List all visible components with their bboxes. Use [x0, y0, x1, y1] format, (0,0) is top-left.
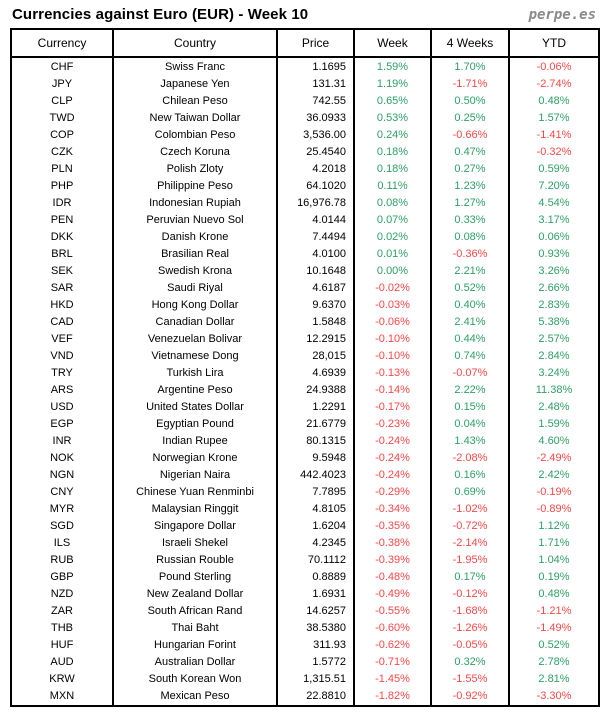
table-row [11, 144, 599, 161]
week-change-cell: 0.65% [354, 93, 431, 110]
table-header-row [11, 29, 599, 57]
country-cell: Egyptian Pound [113, 416, 277, 433]
table-row [11, 212, 599, 229]
price-cell: 4.2345 [277, 535, 354, 552]
price-cell: 16,976.78 [277, 195, 354, 212]
country-cell: Indonesian Rupiah [113, 195, 277, 212]
currency-code-cell: PLN [11, 161, 113, 178]
column-header: YTD [509, 29, 599, 57]
country-cell: Peruvian Nuevo Sol [113, 212, 277, 229]
column-header: Country [113, 29, 277, 57]
table-row [11, 195, 599, 212]
price-cell: 4.6939 [277, 365, 354, 382]
four-weeks-change-cell: -0.92% [431, 688, 509, 706]
table-row [11, 263, 599, 280]
week-change-cell: 0.01% [354, 246, 431, 263]
four-weeks-change-cell: 1.43% [431, 433, 509, 450]
currency-code-cell: CNY [11, 484, 113, 501]
price-cell: 21.6779 [277, 416, 354, 433]
ytd-change-cell: -1.21% [509, 603, 599, 620]
ytd-change-cell: 1.04% [509, 552, 599, 569]
currency-code-cell: IDR [11, 195, 113, 212]
four-weeks-change-cell: -0.12% [431, 586, 509, 603]
country-cell: Chinese Yuan Renminbi [113, 484, 277, 501]
country-cell: Hungarian Forint [113, 637, 277, 654]
week-change-cell: -1.82% [354, 688, 431, 706]
page-title: Currencies against Euro (EUR) - Week 10 [12, 6, 309, 23]
ytd-change-cell: 5.38% [509, 314, 599, 331]
ytd-change-cell: 0.06% [509, 229, 599, 246]
country-cell: Swedish Krona [113, 263, 277, 280]
week-change-cell: 0.07% [354, 212, 431, 229]
column-header: 4 Weeks [431, 29, 509, 57]
currency-code-cell: INR [11, 433, 113, 450]
four-weeks-change-cell: -1.02% [431, 501, 509, 518]
currency-code-cell: SGD [11, 518, 113, 535]
week-change-cell: 0.02% [354, 229, 431, 246]
country-cell: Hong Kong Dollar [113, 297, 277, 314]
ytd-change-cell: 3.26% [509, 263, 599, 280]
table-row [11, 93, 599, 110]
week-change-cell: -0.24% [354, 433, 431, 450]
currency-code-cell: GBP [11, 569, 113, 586]
currency-code-cell: DKK [11, 229, 113, 246]
country-cell: Brasilian Real [113, 246, 277, 263]
ytd-change-cell: 0.59% [509, 161, 599, 178]
week-change-cell: -0.48% [354, 569, 431, 586]
table-row [11, 501, 599, 518]
week-change-cell: -0.23% [354, 416, 431, 433]
country-cell: Malaysian Ringgit [113, 501, 277, 518]
week-change-cell: -0.02% [354, 280, 431, 297]
ytd-change-cell: -2.74% [509, 76, 599, 93]
table-row [11, 518, 599, 535]
currency-code-cell: CLP [11, 93, 113, 110]
currency-code-cell: NOK [11, 450, 113, 467]
column-header: Week [354, 29, 431, 57]
table-row [11, 569, 599, 586]
price-cell: 4.0144 [277, 212, 354, 229]
ytd-change-cell: -0.19% [509, 484, 599, 501]
ytd-change-cell: -2.49% [509, 450, 599, 467]
week-change-cell: 0.18% [354, 161, 431, 178]
week-change-cell: 1.19% [354, 76, 431, 93]
country-cell: Polish Zloty [113, 161, 277, 178]
four-weeks-change-cell: 0.08% [431, 229, 509, 246]
currency-code-cell: ZAR [11, 603, 113, 620]
week-change-cell: 0.24% [354, 127, 431, 144]
ytd-change-cell: 2.66% [509, 280, 599, 297]
country-cell: Singapore Dollar [113, 518, 277, 535]
site-watermark: perpe.es [528, 7, 596, 23]
country-cell: South African Rand [113, 603, 277, 620]
price-cell: 742.55 [277, 93, 354, 110]
price-cell: 311.93 [277, 637, 354, 654]
price-cell: 4.8105 [277, 501, 354, 518]
country-cell: Israeli Shekel [113, 535, 277, 552]
country-cell: Indian Rupee [113, 433, 277, 450]
price-cell: 10.1648 [277, 263, 354, 280]
currency-code-cell: SAR [11, 280, 113, 297]
ytd-change-cell: 4.54% [509, 195, 599, 212]
week-change-cell: -0.24% [354, 467, 431, 484]
currency-code-cell: EGP [11, 416, 113, 433]
currency-code-cell: MYR [11, 501, 113, 518]
ytd-change-cell: 2.83% [509, 297, 599, 314]
week-change-cell: -0.29% [354, 484, 431, 501]
table-row [11, 110, 599, 127]
four-weeks-change-cell: 1.27% [431, 195, 509, 212]
currency-table [10, 28, 600, 707]
titlebar [10, 6, 596, 23]
price-cell: 1.2291 [277, 399, 354, 416]
four-weeks-change-cell: 0.33% [431, 212, 509, 229]
ytd-change-cell: 4.60% [509, 433, 599, 450]
week-change-cell: -0.35% [354, 518, 431, 535]
country-cell: United States Dollar [113, 399, 277, 416]
table-row [11, 314, 599, 331]
week-change-cell: -0.71% [354, 654, 431, 671]
table-row [11, 246, 599, 263]
country-cell: Canadian Dollar [113, 314, 277, 331]
ytd-change-cell: 1.59% [509, 416, 599, 433]
four-weeks-change-cell: 0.04% [431, 416, 509, 433]
currency-code-cell: ARS [11, 382, 113, 399]
currency-code-cell: CHF [11, 57, 113, 76]
week-change-cell: -0.55% [354, 603, 431, 620]
ytd-change-cell: 3.17% [509, 212, 599, 229]
country-cell: Philippine Peso [113, 178, 277, 195]
week-change-cell: -1.45% [354, 671, 431, 688]
table-row [11, 399, 599, 416]
week-change-cell: -0.34% [354, 501, 431, 518]
four-weeks-change-cell: 0.50% [431, 93, 509, 110]
four-weeks-change-cell: 2.21% [431, 263, 509, 280]
price-cell: 7.4494 [277, 229, 354, 246]
price-cell: 70.1112 [277, 552, 354, 569]
table-row [11, 688, 599, 706]
ytd-change-cell: 1.12% [509, 518, 599, 535]
week-change-cell: -0.06% [354, 314, 431, 331]
four-weeks-change-cell: 1.23% [431, 178, 509, 195]
ytd-change-cell: 2.78% [509, 654, 599, 671]
four-weeks-change-cell: 0.44% [431, 331, 509, 348]
price-cell: 1.1695 [277, 57, 354, 76]
four-weeks-change-cell: -1.71% [431, 76, 509, 93]
price-cell: 131.31 [277, 76, 354, 93]
price-cell: 0.8889 [277, 569, 354, 586]
price-cell: 9.6370 [277, 297, 354, 314]
four-weeks-change-cell: 0.40% [431, 297, 509, 314]
table-row [11, 365, 599, 382]
currency-code-cell: AUD [11, 654, 113, 671]
country-cell: Nigerian Naira [113, 467, 277, 484]
country-cell: Turkish Lira [113, 365, 277, 382]
country-cell: Czech Koruna [113, 144, 277, 161]
price-cell: 7.7895 [277, 484, 354, 501]
ytd-change-cell: 0.48% [509, 93, 599, 110]
week-change-cell: 0.11% [354, 178, 431, 195]
price-cell: 36.0933 [277, 110, 354, 127]
country-cell: Danish Krone [113, 229, 277, 246]
country-cell: Japanese Yen [113, 76, 277, 93]
country-cell: New Taiwan Dollar [113, 110, 277, 127]
country-cell: Chilean Peso [113, 93, 277, 110]
currency-code-cell: RUB [11, 552, 113, 569]
week-change-cell: 0.08% [354, 195, 431, 212]
currency-code-cell: NZD [11, 586, 113, 603]
ytd-change-cell: -0.06% [509, 57, 599, 76]
ytd-change-cell: 7.20% [509, 178, 599, 195]
ytd-change-cell: -0.89% [509, 501, 599, 518]
column-header: Currency [11, 29, 113, 57]
currency-code-cell: MXN [11, 688, 113, 706]
country-cell: Colombian Peso [113, 127, 277, 144]
price-cell: 1.6204 [277, 518, 354, 535]
ytd-change-cell: -1.49% [509, 620, 599, 637]
week-change-cell: -0.13% [354, 365, 431, 382]
week-change-cell: 0.18% [354, 144, 431, 161]
price-cell: 1.5772 [277, 654, 354, 671]
country-cell: Vietnamese Dong [113, 348, 277, 365]
currency-code-cell: TRY [11, 365, 113, 382]
country-cell: New Zealand Dollar [113, 586, 277, 603]
country-cell: Russian Rouble [113, 552, 277, 569]
table-row [11, 450, 599, 467]
four-weeks-change-cell: 0.69% [431, 484, 509, 501]
four-weeks-change-cell: -1.95% [431, 552, 509, 569]
four-weeks-change-cell: -0.36% [431, 246, 509, 263]
table-row [11, 297, 599, 314]
table-row [11, 229, 599, 246]
currency-code-cell: COP [11, 127, 113, 144]
four-weeks-change-cell: -1.26% [431, 620, 509, 637]
four-weeks-change-cell: -2.14% [431, 535, 509, 552]
table-row [11, 552, 599, 569]
table-row [11, 178, 599, 195]
price-cell: 3,536.00 [277, 127, 354, 144]
table-row [11, 348, 599, 365]
week-change-cell: -0.39% [354, 552, 431, 569]
price-cell: 1,315.51 [277, 671, 354, 688]
currency-code-cell: VND [11, 348, 113, 365]
country-cell: Australian Dollar [113, 654, 277, 671]
currency-code-cell: CAD [11, 314, 113, 331]
ytd-change-cell: -3.30% [509, 688, 599, 706]
price-cell: 28,015 [277, 348, 354, 365]
table-row [11, 382, 599, 399]
ytd-change-cell: 3.24% [509, 365, 599, 382]
ytd-change-cell: 1.71% [509, 535, 599, 552]
currency-code-cell: PEN [11, 212, 113, 229]
four-weeks-change-cell: 2.41% [431, 314, 509, 331]
currency-code-cell: ILS [11, 535, 113, 552]
four-weeks-change-cell: 0.15% [431, 399, 509, 416]
currency-code-cell: VEF [11, 331, 113, 348]
four-weeks-change-cell: 1.70% [431, 57, 509, 76]
four-weeks-change-cell: 0.47% [431, 144, 509, 161]
week-change-cell: -0.38% [354, 535, 431, 552]
price-cell: 38.5380 [277, 620, 354, 637]
currency-code-cell: HUF [11, 637, 113, 654]
ytd-change-cell: 0.52% [509, 637, 599, 654]
country-cell: Mexican Peso [113, 688, 277, 706]
currency-code-cell: TWD [11, 110, 113, 127]
table-row [11, 280, 599, 297]
week-change-cell: 0.53% [354, 110, 431, 127]
price-cell: 4.6187 [277, 280, 354, 297]
ytd-change-cell: 2.84% [509, 348, 599, 365]
week-change-cell: 0.00% [354, 263, 431, 280]
country-cell: Argentine Peso [113, 382, 277, 399]
table-row [11, 331, 599, 348]
currency-code-cell: THB [11, 620, 113, 637]
table-row [11, 603, 599, 620]
ytd-change-cell: -1.41% [509, 127, 599, 144]
price-cell: 4.2018 [277, 161, 354, 178]
table-row [11, 161, 599, 178]
country-cell: Venezuelan Bolivar [113, 331, 277, 348]
table-row [11, 416, 599, 433]
price-cell: 1.6931 [277, 586, 354, 603]
price-cell: 14.6257 [277, 603, 354, 620]
week-change-cell: -0.49% [354, 586, 431, 603]
week-change-cell: -0.10% [354, 331, 431, 348]
price-cell: 12.2915 [277, 331, 354, 348]
currency-code-cell: PHP [11, 178, 113, 195]
country-cell: Pound Sterling [113, 569, 277, 586]
ytd-change-cell: 2.57% [509, 331, 599, 348]
ytd-change-cell: 0.19% [509, 569, 599, 586]
four-weeks-change-cell: -1.55% [431, 671, 509, 688]
four-weeks-change-cell: -0.05% [431, 637, 509, 654]
week-change-cell: -0.62% [354, 637, 431, 654]
four-weeks-change-cell: 0.74% [431, 348, 509, 365]
currency-code-cell: NGN [11, 467, 113, 484]
four-weeks-change-cell: -2.08% [431, 450, 509, 467]
price-cell: 1.5848 [277, 314, 354, 331]
currency-code-cell: SEK [11, 263, 113, 280]
four-weeks-change-cell: 0.17% [431, 569, 509, 586]
four-weeks-change-cell: -0.66% [431, 127, 509, 144]
price-cell: 442.4023 [277, 467, 354, 484]
week-change-cell: -0.24% [354, 450, 431, 467]
four-weeks-change-cell: 0.25% [431, 110, 509, 127]
table-row [11, 637, 599, 654]
table-row [11, 586, 599, 603]
week-change-cell: -0.10% [354, 348, 431, 365]
four-weeks-change-cell: -0.72% [431, 518, 509, 535]
price-cell: 9.5948 [277, 450, 354, 467]
four-weeks-change-cell: -1.68% [431, 603, 509, 620]
table-row [11, 484, 599, 501]
price-cell: 4.0100 [277, 246, 354, 263]
country-cell: Norwegian Krone [113, 450, 277, 467]
week-change-cell: -0.60% [354, 620, 431, 637]
country-cell: Saudi Riyal [113, 280, 277, 297]
four-weeks-change-cell: 0.16% [431, 467, 509, 484]
table-row [11, 433, 599, 450]
table-row [11, 671, 599, 688]
country-cell: Swiss Franc [113, 57, 277, 76]
ytd-change-cell: 0.93% [509, 246, 599, 263]
four-weeks-change-cell: 0.27% [431, 161, 509, 178]
price-cell: 22.8810 [277, 688, 354, 706]
four-weeks-change-cell: -0.07% [431, 365, 509, 382]
table-body [11, 57, 599, 706]
four-weeks-change-cell: 0.32% [431, 654, 509, 671]
price-cell: 25.4540 [277, 144, 354, 161]
table-row [11, 467, 599, 484]
column-header: Price [277, 29, 354, 57]
ytd-change-cell: 0.48% [509, 586, 599, 603]
four-weeks-change-cell: 0.52% [431, 280, 509, 297]
currency-code-cell: USD [11, 399, 113, 416]
week-change-cell: -0.14% [354, 382, 431, 399]
ytd-change-cell: 2.81% [509, 671, 599, 688]
ytd-change-cell: 1.57% [509, 110, 599, 127]
week-change-cell: -0.17% [354, 399, 431, 416]
table-row [11, 535, 599, 552]
table-row [11, 127, 599, 144]
table-row [11, 57, 599, 76]
four-weeks-change-cell: 2.22% [431, 382, 509, 399]
currency-code-cell: KRW [11, 671, 113, 688]
currency-code-cell: BRL [11, 246, 113, 263]
price-cell: 80.1315 [277, 433, 354, 450]
table-row [11, 620, 599, 637]
week-change-cell: -0.03% [354, 297, 431, 314]
country-cell: South Korean Won [113, 671, 277, 688]
currency-code-cell: CZK [11, 144, 113, 161]
table-row [11, 654, 599, 671]
price-cell: 24.9388 [277, 382, 354, 399]
country-cell: Thai Baht [113, 620, 277, 637]
price-cell: 64.1020 [277, 178, 354, 195]
currency-code-cell: HKD [11, 297, 113, 314]
table-row [11, 76, 599, 93]
ytd-change-cell: 2.42% [509, 467, 599, 484]
ytd-change-cell: 2.48% [509, 399, 599, 416]
week-change-cell: 1.59% [354, 57, 431, 76]
currency-code-cell: JPY [11, 76, 113, 93]
ytd-change-cell: 11.38% [509, 382, 599, 399]
ytd-change-cell: -0.32% [509, 144, 599, 161]
